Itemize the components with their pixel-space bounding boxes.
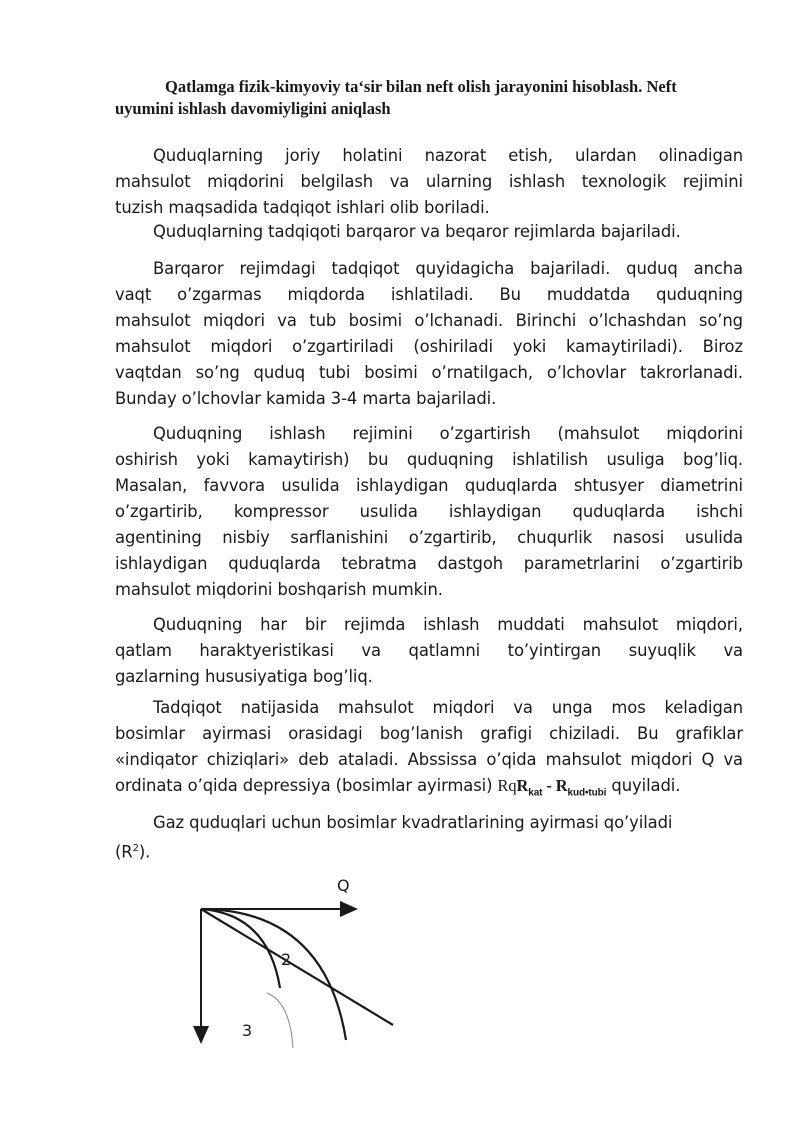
paragraph-line: Tadqiqot natijasida mahsulot miqdori va unga mos keladigan — [153, 698, 743, 717]
formula-minus: - — [542, 776, 556, 795]
formula-r1-subscript: kat — [528, 787, 543, 799]
indicator-curve-2 — [201, 909, 280, 988]
paragraph-line: vaqtdan so’ng quduq tubi bosimi o’rnatilgach, o’lchovlar takrorlanadi. — [115, 363, 743, 382]
paragraph-line: oshirish yoki kamaytirish) bu quduqning ishlatilish usuliga bog’liq. — [115, 450, 743, 469]
paragraph-line: mahsulot miqdori o’zgartiriladi (oshiriladi yoki kamaytiriladi). Biroz — [115, 337, 743, 356]
formula-r1: R — [516, 776, 529, 795]
paragraph-line: Quduqlarning tadqiqoti barqaror va beqaror rejimlarda bajariladi. — [153, 222, 681, 241]
formula-r2-subscript: kud•tubi — [567, 787, 607, 799]
formula-lead-text: ordinata o’qida depressiya (bosimlar ayirmasi) — [115, 776, 498, 795]
curve-2-label: 2 — [281, 950, 292, 969]
formula-suffix: quyiladi. — [606, 776, 681, 795]
paragraph-line: gazlarning hususiyatiga bog’liq. — [115, 667, 373, 686]
paragraph-line: qatlam haraktyeristikasi va qatlamni to’yintirgan suyuqlik va — [115, 641, 743, 660]
q-axis-label: Q — [337, 876, 350, 895]
paragraph-line: agentining nisbiy sarflanishini o’zgartirib, chuqurlik nasosi usulida — [115, 528, 743, 547]
paragraph-1 — [115, 143, 743, 221]
paragraph-line: Quduqning ishlash rejimini o’zgartirish (mahsulot miqdorini — [153, 424, 743, 443]
document-title — [115, 76, 745, 120]
paragraph-line: Gaz quduqlari uchun bosimlar kvadratlarining ayirmasi qo’yiladi — [153, 813, 673, 832]
paragraph-3 — [115, 256, 743, 412]
paragraph-2 — [115, 219, 743, 245]
paragraph-line: tuzish maqsadida tadqiqot ishlari olib boriladi. — [115, 198, 490, 217]
paragraph-line: Bunday o’lchovlar kamida 3-4 marta bajariladi. — [115, 389, 497, 408]
paragraph-line: mahsulot miqdorini belgilash va ularning ishlash texnologik rejimini — [115, 172, 743, 191]
indicator-curve-3 — [267, 993, 293, 1048]
paragraph-7 — [115, 810, 743, 865]
paragraph-line: ishlaydigan quduqlarda tebratma dastgoh parametrlarini o’zgartirib — [115, 554, 743, 573]
indicator-curves-diagram — [180, 870, 420, 1060]
indicator-line-1 — [201, 909, 393, 1025]
paragraph-line: «indiqator chiziqlari» deb ataladi. Abssissa o’qida mahsulot miqdori Q va — [115, 750, 743, 769]
curve-3-label: 3 — [242, 1021, 253, 1040]
paragraph-line-with-formula — [115, 773, 743, 806]
paragraph-6 — [115, 695, 743, 806]
r-squared-prefix: (R — [115, 842, 133, 862]
paragraph-line: vaqt o’zgarmas miqdorda ishlatiladi. Bu muddatda quduqning — [115, 285, 743, 304]
paragraph-line: Masalan, favvora usulida ishlaydigan quduqlarda shtusyer diametrini — [115, 476, 743, 495]
indicator-curve-outer — [201, 909, 346, 1040]
paragraph-line: Quduqning har bir rejimda ishlash muddati mahsulot miqdori, — [153, 615, 743, 634]
paragraph-4 — [115, 421, 743, 603]
paragraph-5 — [115, 612, 743, 690]
title-line-1: Qatlamga fizik-kimyoviy ta‘sir bilan neft olish jarayonini hisoblash. Neft — [165, 77, 677, 96]
paragraph-line — [115, 836, 743, 865]
formula-prefix: Rq — [497, 776, 517, 795]
r-squared-suffix: ). — [138, 842, 151, 862]
paragraph-line: Barqaror rejimdagi tadqiqot quyidagicha bajariladi. quduq ancha — [153, 259, 743, 278]
paragraph-line: o’zgartirib, kompressor usulida ishlaydigan quduqlarda ishchi — [115, 502, 743, 521]
paragraph-line: mahsulot miqdorini boshqarish mumkin. — [115, 580, 443, 599]
paragraph-line: bosimlar ayirmasi orasidagi bog’lanish grafigi chiziladi. Bu grafiklar — [115, 724, 743, 743]
r-squared-superscript: 2 — [132, 843, 139, 854]
title-line-2: uyumini ishlash davomiyligini aniqlash — [115, 99, 391, 118]
formula-r2: R — [555, 776, 568, 795]
paragraph-line: mahsulot miqdori va tub bosimi o’lchanadi. Birinchi o’lchashdan so’ng — [115, 311, 743, 330]
depression-formula — [497, 776, 607, 799]
paragraph-line: Quduqlarning joriy holatini nazorat etish, ulardan olinadigan — [153, 146, 743, 165]
